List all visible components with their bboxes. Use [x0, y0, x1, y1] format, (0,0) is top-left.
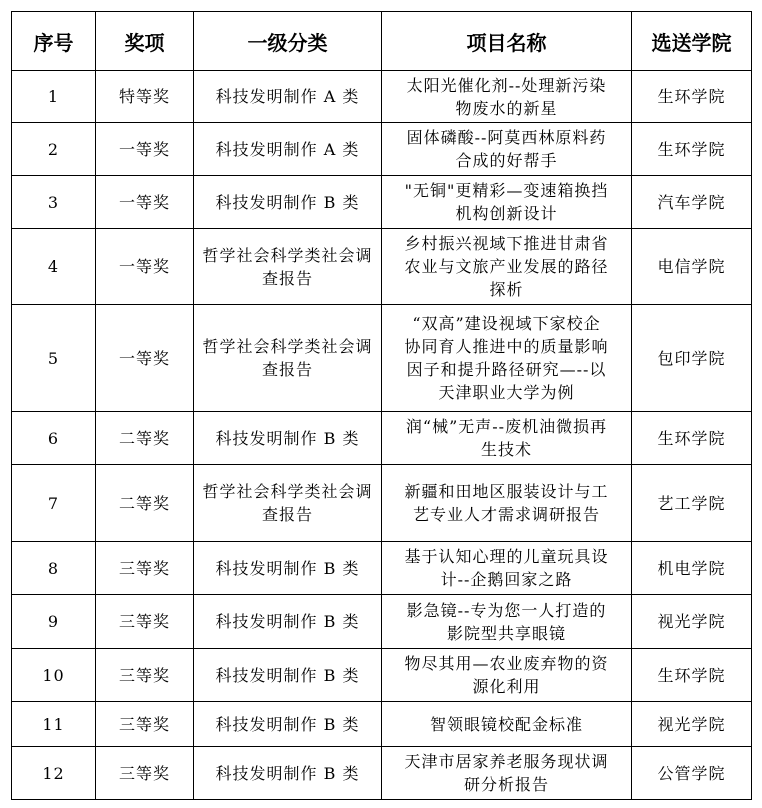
project-text: 智领眼镜校配金标准 [429, 714, 583, 734]
header-category: 一级分类 [194, 12, 382, 71]
header-award: 奖项 [96, 12, 194, 71]
cell-category [194, 702, 382, 747]
category-text: 科技发明制作 B 类 [215, 665, 360, 685]
cell-seq: 11 [12, 702, 96, 747]
cell-seq: 8 [12, 542, 96, 595]
project-text: “双高”建设视域下家校企协同育人推进中的质量影响因子和提升路径研究—--以天津职业大学为例 [404, 314, 609, 402]
cell-project [382, 71, 632, 123]
cell-project [382, 305, 632, 412]
project-text: 新疆和田地区服装设计与工艺专业人才需求调研报告 [404, 482, 609, 524]
cell-project [382, 747, 632, 800]
cell-category [194, 412, 382, 465]
cell-seq: 10 [12, 649, 96, 702]
project-text: 物尽其用—农业废弃物的资源化利用 [404, 654, 609, 696]
cell-college: 艺工学院 [632, 465, 752, 542]
cell-award: 二等奖 [96, 465, 194, 542]
cell-category [194, 305, 382, 412]
cell-college: 生环学院 [632, 412, 752, 465]
table-row [12, 702, 752, 747]
project-text: 太阳光催化剂--处理新污染物废水的新星 [406, 75, 607, 118]
cell-seq: 7 [12, 465, 96, 542]
category-text: 科技发明制作 B 类 [215, 428, 360, 448]
cell-award: 二等奖 [96, 412, 194, 465]
category-text: 科技发明制作 A 类 [215, 139, 360, 159]
cell-project [382, 123, 632, 176]
cell-category [194, 542, 382, 595]
project-text: 乡村振兴视域下推进甘肃省农业与文旅产业发展的路径探析 [404, 234, 609, 299]
cell-seq: 9 [12, 595, 96, 649]
cell-college: 生环学院 [632, 71, 752, 123]
category-text: 哲学社会科学类社会调查报告 [202, 245, 373, 288]
cell-award: 三等奖 [96, 702, 194, 747]
cell-seq: 4 [12, 229, 96, 305]
project-text: 固体磷酸--阿莫西林原料药合成的好帮手 [406, 128, 607, 170]
category-text: 哲学社会科学类社会调查报告 [202, 482, 373, 524]
cell-category [194, 465, 382, 542]
cell-project [382, 229, 632, 305]
cell-award: 一等奖 [96, 229, 194, 305]
cell-category [194, 123, 382, 176]
category-text: 科技发明制作 B 类 [215, 763, 360, 783]
cell-seq: 3 [12, 176, 96, 229]
cell-college: 汽车学院 [632, 176, 752, 229]
cell-college: 公管学院 [632, 747, 752, 800]
table-header [12, 12, 752, 71]
cell-category [194, 747, 382, 800]
category-text: 科技发明制作 B 类 [215, 612, 360, 631]
cell-college: 机电学院 [632, 542, 752, 595]
header-college: 选送学院 [632, 12, 752, 71]
table-row [12, 465, 752, 542]
table-row [12, 542, 752, 595]
table-row [12, 229, 752, 305]
cell-award: 一等奖 [96, 305, 194, 412]
cell-seq: 2 [12, 123, 96, 176]
category-text: 科技发明制作 A 类 [215, 87, 360, 106]
cell-award: 三等奖 [96, 747, 194, 800]
cell-project [382, 176, 632, 229]
project-text: 润“械”无声--废机油微损再生技术 [405, 417, 608, 459]
project-text: "无铜"更精彩—变速箱换挡机构创新设计 [404, 181, 609, 223]
cell-project [382, 702, 632, 747]
cell-college: 生环学院 [632, 649, 752, 702]
category-text: 哲学社会科学类社会调查报告 [202, 337, 373, 379]
cell-college: 生环学院 [632, 123, 752, 176]
cell-category [194, 176, 382, 229]
table-row [12, 595, 752, 649]
header-project: 项目名称 [382, 12, 632, 71]
cell-award: 三等奖 [96, 649, 194, 702]
cell-project [382, 465, 632, 542]
cell-category [194, 71, 382, 123]
cell-category [194, 595, 382, 649]
header-seq: 序号 [12, 12, 96, 71]
cell-seq: 1 [12, 71, 96, 123]
awards-table [11, 11, 752, 800]
cell-seq: 12 [12, 747, 96, 800]
cell-project [382, 595, 632, 649]
cell-seq: 6 [12, 412, 96, 465]
cell-award: 特等奖 [96, 71, 194, 123]
cell-category [194, 649, 382, 702]
table-row [12, 747, 752, 800]
category-text: 科技发明制作 B 类 [215, 192, 360, 212]
category-text: 科技发明制作 B 类 [215, 714, 360, 734]
table-row [12, 649, 752, 702]
table-row [12, 305, 752, 412]
cell-college: 视光学院 [632, 595, 752, 649]
cell-project [382, 412, 632, 465]
cell-college: 包印学院 [632, 305, 752, 412]
table-row [12, 412, 752, 465]
table-row [12, 71, 752, 123]
cell-award: 一等奖 [96, 123, 194, 176]
project-text: 影急镜--专为您一人打造的影院型共享眼镜 [406, 600, 607, 643]
header-row [12, 12, 752, 71]
cell-seq: 5 [12, 305, 96, 412]
table-body [12, 71, 752, 800]
cell-project [382, 649, 632, 702]
project-text: 基于认知心理的儿童玩具设计--企鹅回家之路 [404, 547, 609, 589]
cell-project [382, 542, 632, 595]
category-text: 科技发明制作 B 类 [215, 558, 360, 578]
cell-category [194, 229, 382, 305]
table-row [12, 176, 752, 229]
project-text: 天津市居家养老服务现状调研分析报告 [404, 752, 609, 794]
cell-college: 视光学院 [632, 702, 752, 747]
cell-award: 一等奖 [96, 176, 194, 229]
cell-award: 三等奖 [96, 542, 194, 595]
table-row [12, 123, 752, 176]
cell-college: 电信学院 [632, 229, 752, 305]
cell-award: 三等奖 [96, 595, 194, 649]
